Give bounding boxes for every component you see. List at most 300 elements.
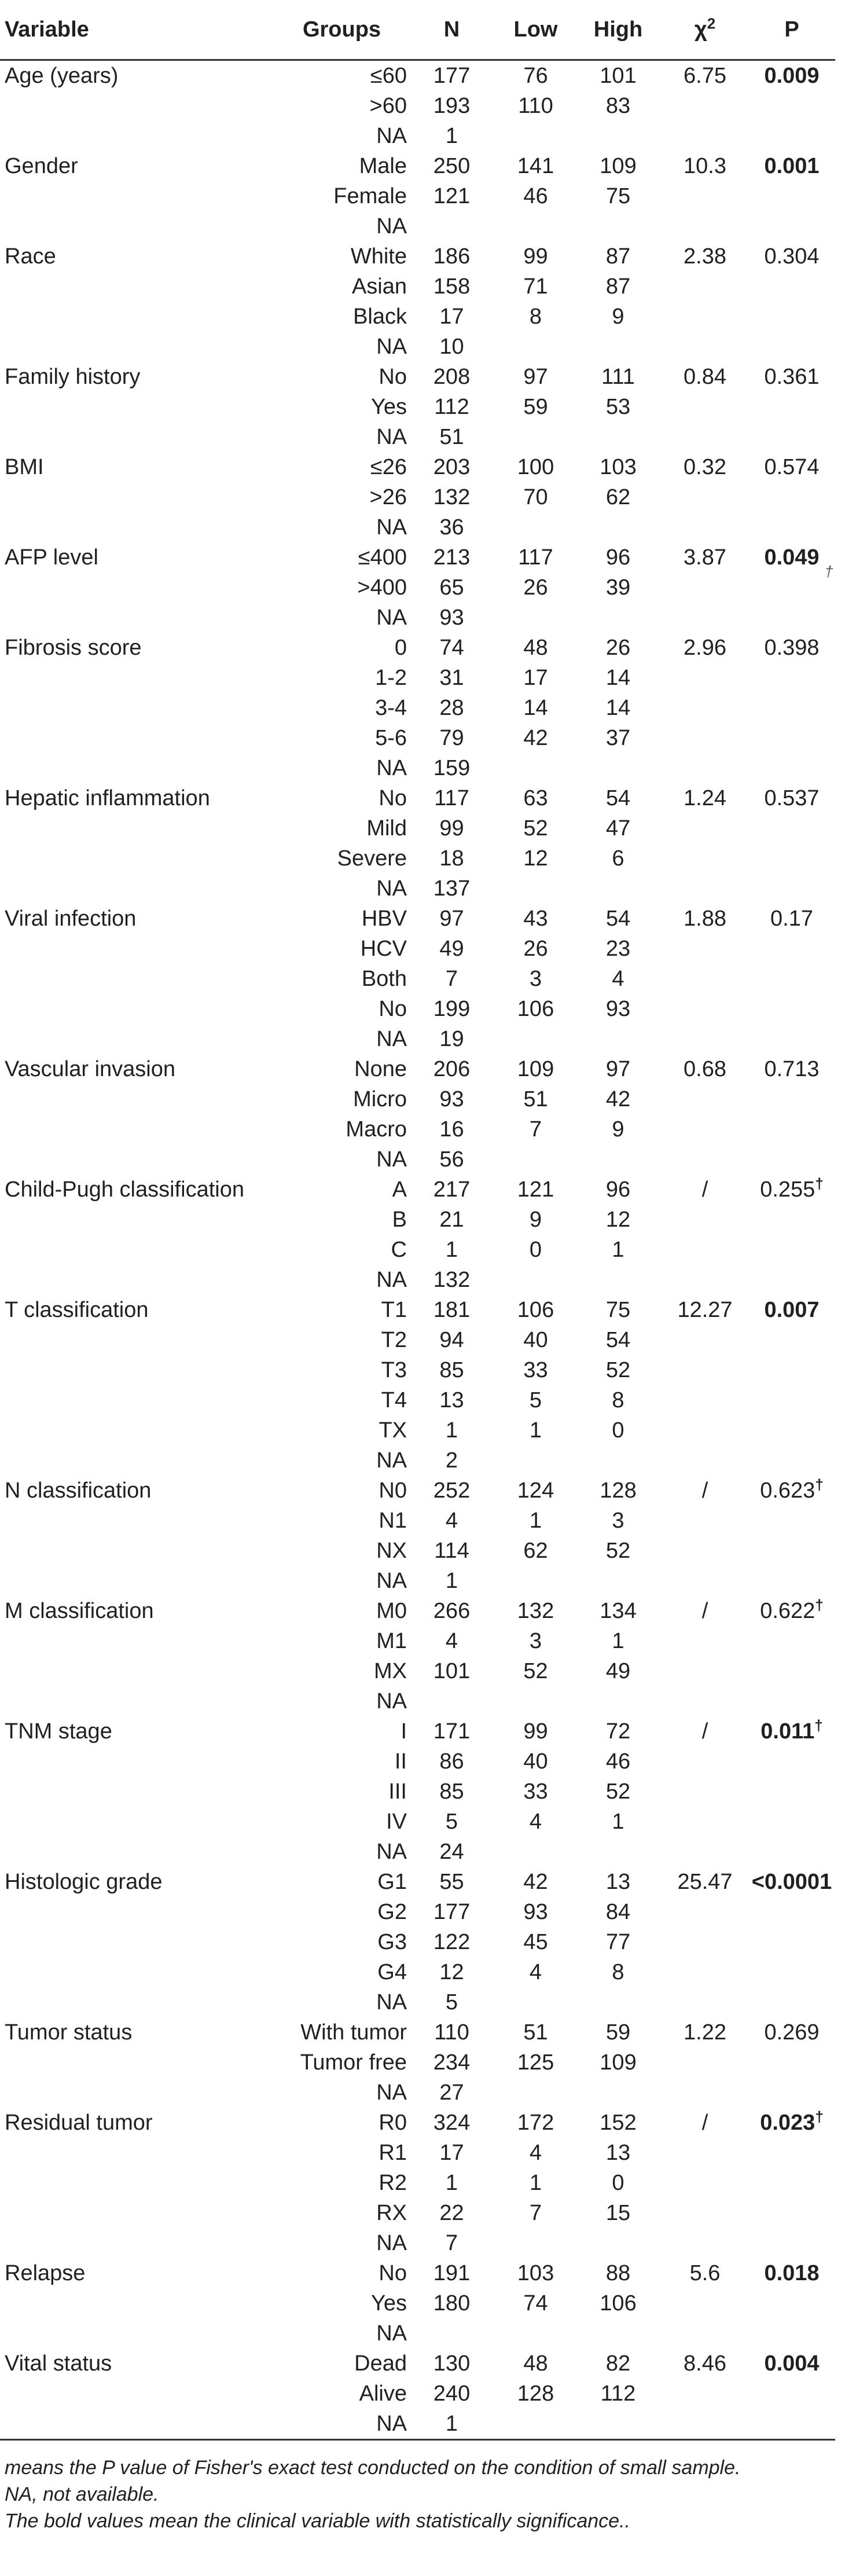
chi-square-cell-empty <box>662 121 748 151</box>
n-cell: 132 <box>433 485 471 509</box>
table-row <box>0 91 835 121</box>
group-cell: HBV <box>361 907 407 931</box>
table-row <box>0 843 835 874</box>
table-row <box>0 1476 835 1506</box>
table-row <box>0 964 835 994</box>
chi-square-cell-empty <box>662 1987 748 2017</box>
high-cell: 111 <box>601 365 635 389</box>
n-cell: 117 <box>434 786 469 810</box>
high-cell <box>575 603 662 633</box>
chi-square-cell-empty <box>662 332 748 362</box>
p-value-cell-empty <box>748 2228 835 2258</box>
high-cell: 62 <box>605 485 631 509</box>
n-cell: 203 <box>433 455 471 479</box>
group-cell: No <box>379 786 407 810</box>
n-cell: 12 <box>439 1960 464 1984</box>
variable-cell-empty <box>0 603 277 633</box>
low-cell: 71 <box>523 274 548 299</box>
variable-cell-empty <box>0 211 277 241</box>
group-cell: NA <box>376 124 407 148</box>
chi-square-cell: 1.22 <box>684 2020 726 2045</box>
group-cell: NA <box>376 606 407 630</box>
chi-square-cell-empty <box>662 1897 748 1927</box>
variable-cell-empty <box>0 1566 277 1596</box>
p-value: 0.018 <box>764 2261 820 2285</box>
header-n: N <box>407 0 497 60</box>
p-value-cell <box>748 542 835 573</box>
group-cell: Tumor free <box>300 2050 407 2075</box>
variable-cell: Age (years) <box>5 64 119 88</box>
high-cell: 152 <box>600 2111 637 2135</box>
n-cell: 121 <box>433 184 471 208</box>
table-row <box>0 2138 835 2168</box>
low-cell: 63 <box>523 786 548 810</box>
high-cell: 23 <box>605 937 631 961</box>
variable-cell-empty <box>0 1746 277 1777</box>
low-cell: 48 <box>523 2351 548 2376</box>
group-cell: No <box>379 2261 407 2285</box>
table-row <box>0 874 835 904</box>
group-cell: NA <box>277 2409 407 2440</box>
variable-cell-empty <box>0 1686 277 1716</box>
side-dagger-mark: † <box>825 563 833 580</box>
variable-cell-empty <box>0 663 277 693</box>
variable-cell-empty <box>0 1355 277 1385</box>
n-cell <box>407 1686 497 1716</box>
group-cell: NA <box>376 2231 407 2255</box>
low-cell: 4 <box>529 2141 542 2165</box>
chi-superscript: 2 <box>707 14 716 32</box>
group-cell: Yes <box>371 395 407 419</box>
n-cell: 17 <box>439 304 464 329</box>
p-value-cell-empty <box>748 271 835 302</box>
table-row <box>0 1596 835 1626</box>
group-cell: NA <box>376 1569 407 1593</box>
n-cell: 240 <box>433 2381 471 2406</box>
low-cell: 125 <box>517 2050 554 2075</box>
variable-cell: Vital status <box>5 2351 112 2376</box>
p-value: 0.17 <box>770 907 813 931</box>
table-row <box>0 1295 835 1325</box>
high-cell <box>575 2409 662 2440</box>
variable-cell-empty <box>0 271 277 302</box>
table-row <box>0 1445 835 1476</box>
p-value-cell-empty <box>748 994 835 1024</box>
p-value-cell <box>748 1054 835 1084</box>
low-cell: 51 <box>523 1087 548 1111</box>
high-cell <box>575 211 662 241</box>
p-value-cell-empty <box>748 1837 835 1867</box>
chi-square-cell: 5.6 <box>689 2261 721 2285</box>
low-cell <box>497 1445 575 1476</box>
high-cell <box>575 1445 662 1476</box>
n-cell: 252 <box>433 1478 471 1503</box>
low-cell: 3 <box>529 967 542 991</box>
n-cell: 324 <box>433 2111 471 2135</box>
group-cell: NA <box>376 2080 407 2105</box>
variable-cell: Histologic grade <box>5 1870 163 1894</box>
dagger-mark: † <box>814 1716 823 1734</box>
chi-square-cell-empty <box>662 1957 748 1987</box>
p-value-cell-empty <box>748 1355 835 1385</box>
n-cell: 5 <box>445 1810 458 1834</box>
variable-cell-empty <box>0 753 277 783</box>
group-cell: M1 <box>376 1629 407 1653</box>
p-value-cell <box>748 2017 835 2047</box>
low-cell: 8 <box>529 304 542 329</box>
p-value: 0.713 <box>764 1057 820 1081</box>
n-cell: 10 <box>439 335 464 359</box>
group-cell: C <box>391 1238 407 1262</box>
chi-square-cell: / <box>701 1719 708 1744</box>
n-cell: 36 <box>439 515 464 540</box>
variable-cell-empty <box>0 1114 277 1144</box>
group-cell: With tumor <box>300 2020 407 2045</box>
variable-cell-empty <box>0 1024 277 1054</box>
n-cell: 16 <box>439 1117 464 1142</box>
table-row <box>0 1175 835 1205</box>
p-value-cell-empty <box>748 1415 835 1445</box>
low-cell: 52 <box>523 816 548 841</box>
variable-cell-empty <box>0 1265 277 1295</box>
chi-square-cell-empty <box>662 934 748 964</box>
low-cell: 42 <box>523 726 548 750</box>
group-cell: HCV <box>360 937 407 961</box>
n-cell: 206 <box>433 1057 471 1081</box>
variable-cell-empty <box>0 573 277 603</box>
low-cell: 33 <box>523 1779 548 1804</box>
group-cell: Black <box>353 304 407 329</box>
p-value-cell <box>748 633 835 663</box>
table-row <box>0 753 835 783</box>
group-cell: Macro <box>346 1117 407 1142</box>
group-cell: No <box>379 365 407 389</box>
high-cell: 1 <box>612 1629 624 1653</box>
p-value-cell-empty <box>748 2409 835 2440</box>
p-value-cell <box>748 1867 835 1897</box>
high-cell: 72 <box>605 1719 631 1744</box>
p-value-cell-empty <box>748 1656 835 1686</box>
chi-square-cell-empty <box>662 392 748 422</box>
high-cell <box>575 422 662 452</box>
table-row <box>0 181 835 211</box>
high-cell: 54 <box>605 1328 631 1352</box>
table-row <box>0 422 835 452</box>
n-cell: 27 <box>439 2080 464 2105</box>
group-cell: 1-2 <box>375 666 407 690</box>
low-cell: 40 <box>523 1749 548 1774</box>
chi-square-cell-empty <box>662 1626 748 1656</box>
variable-cell-empty <box>0 813 277 843</box>
variable-cell-empty <box>0 1837 277 1867</box>
n-cell: 24 <box>439 1840 464 1864</box>
p-value-cell-empty <box>748 1265 835 1295</box>
group-cell: NA <box>376 1990 407 2014</box>
table-row <box>0 1024 835 1054</box>
group-cell: NA <box>376 214 407 238</box>
n-cell: 74 <box>439 636 464 660</box>
dagger-mark: † <box>815 1175 824 1192</box>
group-cell: NX <box>376 1539 407 1563</box>
n-cell: 177 <box>433 1900 471 1924</box>
chi-square-cell-empty <box>662 1506 748 1536</box>
n-cell: 49 <box>439 937 464 961</box>
low-cell: 70 <box>523 485 548 509</box>
high-cell: 84 <box>605 1900 631 1924</box>
variable-cell-empty <box>0 1445 277 1476</box>
low-cell: 109 <box>517 1057 554 1081</box>
n-cell: 13 <box>439 1388 464 1412</box>
variable-cell-empty <box>0 332 277 362</box>
variable-cell-empty <box>0 121 277 151</box>
n-cell: 17 <box>439 2141 464 2165</box>
table-row <box>0 994 835 1024</box>
high-cell: 109 <box>600 2050 637 2075</box>
chi-square-cell-empty <box>662 91 748 121</box>
chi-square-cell-empty <box>662 2047 748 2078</box>
p-value: 0.049 <box>764 545 820 570</box>
low-cell: 128 <box>517 2381 554 2406</box>
group-cell: NA <box>376 425 407 449</box>
n-cell: 7 <box>445 967 458 991</box>
variable-cell-empty <box>0 1385 277 1415</box>
low-cell: 17 <box>523 666 548 690</box>
high-cell <box>575 1987 662 2017</box>
chi-square-cell-empty <box>662 573 748 603</box>
table-row <box>0 1205 835 1235</box>
low-cell: 121 <box>517 1177 554 1202</box>
group-cell: III <box>388 1779 407 1804</box>
group-cell: I <box>401 1719 407 1744</box>
p-value-cell-empty <box>748 813 835 843</box>
variable-cell-empty <box>0 1536 277 1566</box>
n-cell: 99 <box>439 816 464 841</box>
n-cell: 114 <box>434 1539 469 1563</box>
n-cell: 199 <box>433 997 471 1021</box>
table-row <box>0 2409 835 2440</box>
chi-square-cell-empty <box>662 302 748 332</box>
low-cell: 51 <box>523 2020 548 2045</box>
high-cell: 9 <box>612 1117 624 1142</box>
chi-square-cell: / <box>701 1478 708 1503</box>
n-cell: 1 <box>445 2171 458 2195</box>
table-row <box>0 693 835 723</box>
table-row <box>0 1807 835 1837</box>
group-cell: Alive <box>359 2381 407 2406</box>
low-cell <box>497 1144 575 1175</box>
chi-square-cell-empty <box>662 693 748 723</box>
chi-square-cell: 3.87 <box>684 545 726 570</box>
high-cell: 83 <box>605 94 631 118</box>
group-cell: NA <box>376 335 407 359</box>
p-value-cell <box>748 2258 835 2288</box>
chi-square-cell: 1.88 <box>684 907 726 931</box>
p-value-cell-empty <box>748 753 835 783</box>
chi-square-cell-empty <box>662 723 748 753</box>
low-cell <box>497 2409 575 2440</box>
p-value-cell <box>748 241 835 271</box>
high-cell: 9 <box>612 304 624 329</box>
chi-square-cell-empty <box>662 1807 748 1837</box>
n-cell: 159 <box>433 756 471 780</box>
low-cell: 106 <box>517 997 554 1021</box>
p-value-cell-empty <box>748 1445 835 1476</box>
p-value-cell-empty <box>748 1084 835 1114</box>
high-cell: 13 <box>605 1870 631 1894</box>
group-cell: IV <box>386 1810 407 1834</box>
n-cell: 213 <box>433 545 471 570</box>
chi-square-cell-empty <box>662 1837 748 1867</box>
high-cell: 42 <box>605 1087 631 1111</box>
group-cell: G1 <box>377 1870 407 1894</box>
table-row <box>0 904 835 934</box>
low-cell <box>497 211 575 241</box>
high-cell: 97 <box>605 1057 631 1081</box>
n-cell: 7 <box>445 2231 458 2255</box>
chi-square-cell: 2.96 <box>684 636 726 660</box>
table-row <box>0 573 835 603</box>
table-row <box>0 1265 835 1295</box>
p-value-cell-empty <box>748 1626 835 1656</box>
chi-square-cell: 1.24 <box>684 786 726 810</box>
variable-cell-empty <box>0 1144 277 1175</box>
low-cell: 46 <box>523 184 548 208</box>
variable-cell: Gender <box>5 154 78 178</box>
variable-cell-empty <box>0 1927 277 1957</box>
table-row <box>0 1144 835 1175</box>
high-cell: 14 <box>605 666 631 690</box>
group-cell: No <box>379 997 407 1021</box>
table-row <box>0 934 835 964</box>
p-value-cell-empty <box>748 1536 835 1566</box>
p-value: 0.001 <box>764 154 820 178</box>
low-cell: 62 <box>523 1539 548 1563</box>
chi-square-cell-empty <box>662 813 748 843</box>
low-cell <box>497 121 575 151</box>
p-value: 0.574 <box>764 455 820 479</box>
variable-cell-empty <box>0 1235 277 1265</box>
p-value-cell-empty <box>748 1205 835 1235</box>
low-cell <box>497 1987 575 2017</box>
chi-square-cell: 10.3 <box>684 154 726 178</box>
p-value-cell <box>748 2349 835 2379</box>
group-cell: NA <box>376 1689 407 1713</box>
header-high: High <box>575 0 662 60</box>
p-value-cell-empty <box>748 1746 835 1777</box>
n-cell: 22 <box>439 2201 464 2225</box>
variable-cell-empty <box>0 693 277 723</box>
group-cell: N0 <box>379 1478 407 1503</box>
n-cell <box>407 2318 497 2349</box>
p-value-cell-empty <box>748 121 835 151</box>
group-cell: NA <box>376 515 407 540</box>
variable-cell: Relapse <box>5 2261 86 2285</box>
variable-cell-empty <box>0 2078 277 2108</box>
chi-square-cell-empty <box>662 1084 748 1114</box>
group-cell: >26 <box>369 485 407 509</box>
chi-square-cell-empty <box>662 181 748 211</box>
group-cell: None <box>354 1057 407 1081</box>
chi-square-cell-empty <box>662 2168 748 2198</box>
high-cell: 54 <box>605 786 631 810</box>
variable-cell-empty <box>0 2288 277 2318</box>
p-value-cell <box>748 1175 835 1205</box>
high-cell: 8 <box>612 1960 624 1984</box>
high-cell: 53 <box>605 395 631 419</box>
variable-cell: AFP level <box>5 545 98 570</box>
group-cell: NA <box>376 1840 407 1864</box>
variable-cell: Family history <box>5 365 141 389</box>
p-value-cell-empty <box>748 211 835 241</box>
high-cell <box>575 1265 662 1295</box>
chi-square-cell-empty <box>662 2288 748 2318</box>
p-value-cell-empty <box>748 2047 835 2078</box>
low-cell: 7 <box>529 2201 542 2225</box>
table-row <box>0 1957 835 1987</box>
high-cell: 96 <box>605 1177 631 1202</box>
chi-square-cell: 0.84 <box>684 365 726 389</box>
table-row <box>0 121 835 151</box>
table-row <box>0 1054 835 1084</box>
variable-cell: TNM stage <box>5 1719 112 1744</box>
variable-cell-empty <box>0 1897 277 1927</box>
n-cell: 191 <box>433 2261 471 2285</box>
table-row <box>0 813 835 843</box>
chi-square-cell: 2.38 <box>684 244 726 269</box>
table-row <box>0 241 835 271</box>
p-value: 0.537 <box>764 786 820 810</box>
variable-cell-empty <box>0 1987 277 2017</box>
n-cell: 1 <box>445 1569 458 1593</box>
high-cell: 109 <box>600 154 637 178</box>
n-cell: 5 <box>445 1990 458 2014</box>
low-cell: 0 <box>529 1238 542 1262</box>
high-cell: 93 <box>605 997 631 1021</box>
variable-cell-empty <box>0 1205 277 1235</box>
chi-square-cell-empty <box>662 1536 748 1566</box>
p-value-cell-empty <box>748 482 835 512</box>
p-value: 0.004 <box>764 2351 820 2376</box>
group-cell: Both <box>361 967 407 991</box>
variable-cell: N classification <box>5 1478 152 1503</box>
p-value-cell-empty <box>748 2138 835 2168</box>
footnote-fisher: means the P value of Fisher's exact test conducted on the condition of small sample. <box>5 2457 741 2479</box>
table-row <box>0 2258 835 2288</box>
variable-cell-empty <box>0 1415 277 1445</box>
n-cell: 31 <box>439 666 464 690</box>
group-cell: NA <box>376 1027 407 1051</box>
p-value-cell-empty <box>748 1325 835 1355</box>
high-cell <box>575 512 662 542</box>
chi-square-cell-empty <box>662 1445 748 1476</box>
p-value-cell <box>748 1476 835 1506</box>
table-row <box>0 2108 835 2138</box>
header-p: P <box>748 0 835 60</box>
group-cell: ≤400 <box>358 545 407 570</box>
n-cell: 51 <box>439 425 464 449</box>
low-cell <box>497 332 575 362</box>
group-cell: Female <box>333 184 407 208</box>
variable-cell-empty <box>0 2379 277 2409</box>
n-cell: 79 <box>439 726 464 750</box>
p-value-cell-empty <box>748 723 835 753</box>
p-value-cell-empty <box>748 2168 835 2198</box>
table-row <box>0 482 835 512</box>
header-chi-square <box>662 0 748 60</box>
low-cell <box>497 1837 575 1867</box>
high-cell <box>575 2318 662 2349</box>
table-row <box>0 1867 835 1897</box>
